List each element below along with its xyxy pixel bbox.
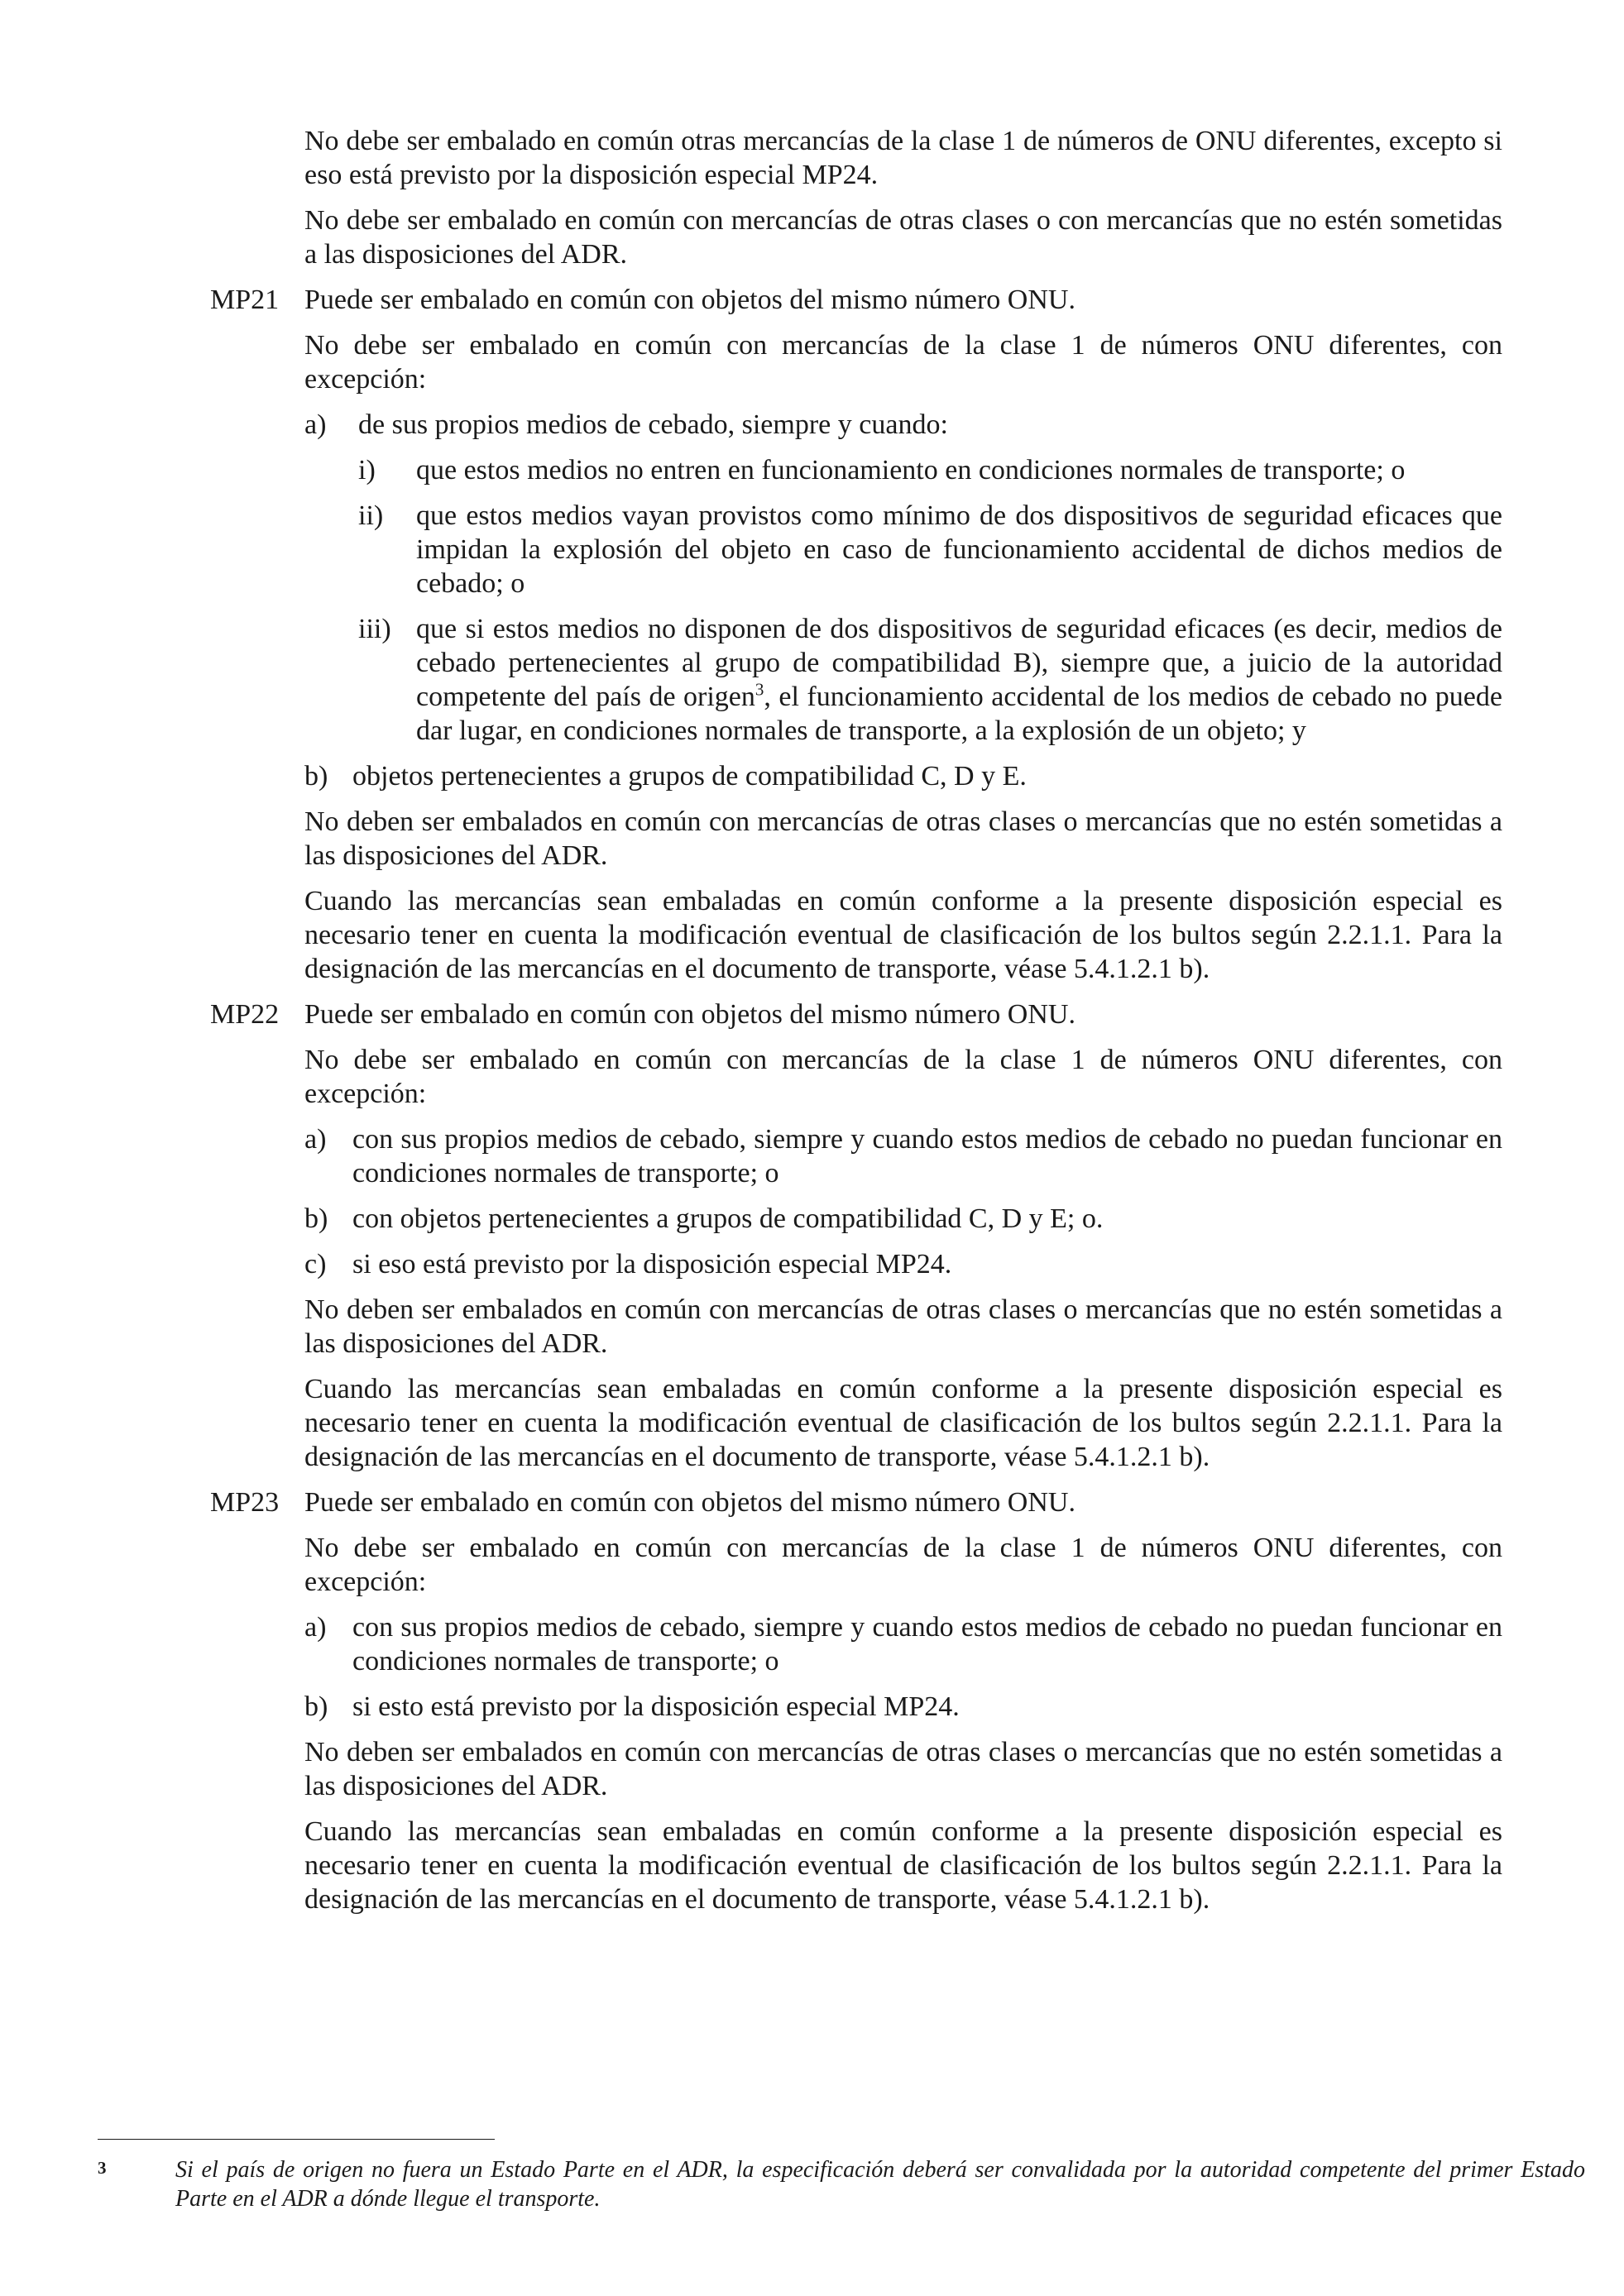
list-item-b	[304, 1690, 1502, 1724]
footnote	[98, 2155, 1585, 2213]
list-item-c	[304, 1247, 1502, 1281]
list-item-a	[304, 1610, 1502, 1678]
list-item-text	[416, 612, 1502, 748]
provision-mp21	[210, 283, 1502, 986]
list-marker: iii)	[358, 614, 391, 644]
list-marker: i)	[358, 455, 376, 486]
provision-code: MP22	[210, 999, 280, 1030]
list-item-text: que estos medios no entren en funcionamiento en condiciones normales de transporte; o	[416, 455, 1406, 486]
list-marker: b)	[304, 761, 328, 792]
sublist-item-iii	[358, 612, 1502, 748]
list-marker: b)	[304, 1691, 328, 1722]
footnote-mark: 3	[98, 2158, 107, 2178]
provision-paragraph: Cuando las mercancías sean embaladas en común conforme a la presente disposición especial es necesario tener en cuenta la modificación eventual de clasificación de los bultos según 2.2.1.1. Para la designación de las mercancías en el documento de transporte, véase 5.4.1.2.1 b).	[304, 1374, 1502, 1472]
list-item-text: con sus propios medios de cebado, siempre y cuando estos medios de cebado no puedan funcionar en condiciones normales de transporte; o	[352, 1124, 1502, 1189]
list-marker: c)	[304, 1249, 327, 1280]
list-marker: ii)	[358, 500, 384, 531]
provision-mp23	[210, 1485, 1502, 1916]
list-item-text-part: , el funcionamiento accidental de los medios de cebado no puede dar lugar, en condiciones normales de transporte, a la explosión de un objeto; y	[416, 682, 1502, 746]
list-item-text: que estos medios vayan provistos como mínimo de dos dispositivos de seguridad eficaces que impidan la explosión del objeto en caso de funcionamiento accidental de dichos medios de cebado; o	[416, 500, 1502, 599]
provision-paragraph: No debe ser embalado en común con mercancías de la clase 1 de números ONU diferentes, con excepción:	[304, 1533, 1502, 1597]
provision-paragraph: No debe ser embalado en común con mercancías de la clase 1 de números ONU diferentes, con excepción:	[304, 330, 1502, 395]
list-item-text: con objetos pertenecientes a grupos de compatibilidad C, D y E; o.	[352, 1203, 1104, 1234]
list-marker: a)	[304, 1124, 327, 1155]
list-item-text: si esto está previsto por la disposición especial MP24.	[352, 1691, 960, 1722]
list-item-text: con sus propios medios de cebado, siempre y cuando estos medios de cebado no puedan funcionar en condiciones normales de transporte; o	[352, 1612, 1502, 1677]
provision-code: MP23	[210, 1487, 280, 1518]
list-marker: a)	[304, 409, 327, 440]
footnote-text: Si el país de origen no fuera un Estado Parte en el ADR, la especificación deberá ser convalidada por la autoridad competente del primer Estado Parte en el ADR a dónde llegue el transporte.	[175, 2157, 1585, 2212]
document-body	[210, 124, 1502, 1928]
list-item-a	[304, 408, 1502, 442]
sublist-item-ii	[358, 499, 1502, 600]
list-marker: b)	[304, 1203, 328, 1234]
provision-paragraph: Puede ser embalado en común con objetos del mismo número ONU.	[304, 285, 1075, 315]
provision-paragraph: No debe ser embalado en común con mercancías de la clase 1 de números ONU diferentes, con excepción:	[304, 1045, 1502, 1109]
list-item-text: si eso está previsto por la disposición especial MP24.	[352, 1249, 952, 1280]
provision-code: MP21	[210, 285, 280, 315]
list-marker: a)	[304, 1612, 327, 1643]
intro-paragraph-1: No debe ser embalado en común otras mercancías de la clase 1 de números de ONU diferentes, excepto si eso está previsto por la disposición especial MP24.	[304, 126, 1502, 190]
footnote-separator	[98, 2139, 495, 2140]
sublist-item-i	[358, 453, 1502, 487]
list-item-b	[304, 759, 1502, 793]
provision-paragraph: Cuando las mercancías sean embaladas en común conforme a la presente disposición especial es necesario tener en cuenta la modificación eventual de clasificación de los bultos según 2.2.1.1. Para la designación de las mercancías en el documento de transporte, véase 5.4.1.2.1 b).	[304, 1816, 1502, 1915]
provision-paragraph: No deben ser embalados en común con mercancías de otras clases o mercancías que no estén sometidas a las disposiciones del ADR.	[304, 1737, 1502, 1801]
provision-paragraph: No deben ser embalados en común con mercancías de otras clases o mercancías que no estén sometidas a las disposiciones del ADR.	[304, 806, 1502, 871]
list-item-text: de sus propios medios de cebado, siempre y cuando:	[358, 409, 948, 440]
provision-mp22	[210, 997, 1502, 1474]
list-item-b	[304, 1202, 1502, 1236]
provision-paragraph: Puede ser embalado en común con objetos del mismo número ONU.	[304, 1487, 1075, 1518]
provision-paragraph: Cuando las mercancías sean embaladas en común conforme a la presente disposición especial es necesario tener en cuenta la modificación eventual de clasificación de los bultos según 2.2.1.1. Para la designación de las mercancías en el documento de transporte, véase 5.4.1.2.1 b).	[304, 886, 1502, 984]
list-item-text-part: que si estos medios no disponen de dos dispositivos de seguridad eficaces (es decir, medios de cebado pertenecientes al grupo de compatibilidad B), siempre que, a juicio de la autoridad competente del país de origen	[416, 614, 1502, 712]
intro-paragraph-2: No debe ser embalado en común con mercancías de otras clases o con mercancías que no estén sometidas a las disposiciones del ADR.	[304, 205, 1502, 270]
list-item-a	[304, 1122, 1502, 1190]
list-item-text: objetos pertenecientes a grupos de compatibilidad C, D y E.	[352, 761, 1027, 792]
provision-paragraph: No deben ser embalados en común con mercancías de otras clases o mercancías que no estén sometidas a las disposiciones del ADR.	[304, 1294, 1502, 1359]
footnote-reference[interactable]: 3	[755, 679, 764, 700]
provision-paragraph: Puede ser embalado en común con objetos del mismo número ONU.	[304, 999, 1075, 1030]
